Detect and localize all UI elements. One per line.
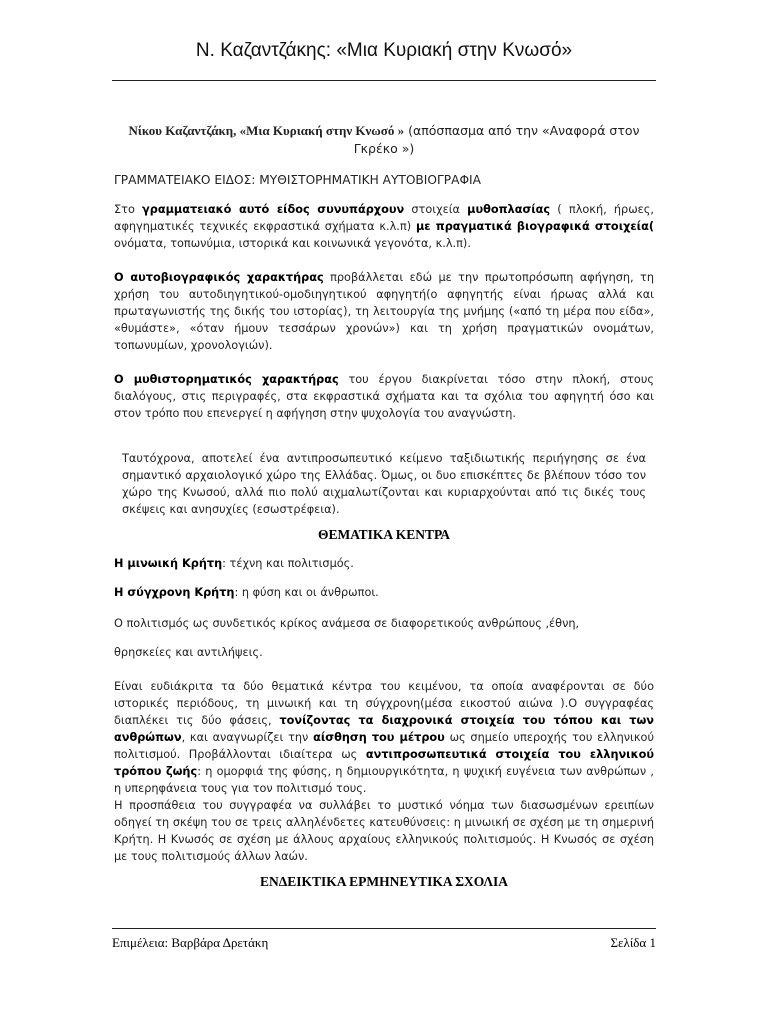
bold-span: με πραγματικά βιογραφικά στοιχεία( (415, 220, 654, 233)
intro-title (114, 122, 654, 158)
intro-title-bold: Νίκου Καζαντζάκη, «Μια Κυριακή στην Κνωσό » (128, 123, 405, 138)
bold-span: αντιπροσωπευτικά στοιχεία του ελληνικού τρόπου ζωής (114, 748, 654, 778)
paragraph-genre (114, 201, 654, 252)
paragraph-novelistic (114, 371, 654, 422)
theme-item-text: : τέχνη και πολιτισμός. (222, 557, 354, 570)
text-span: ως σημείο υπεροχής του ελληνικού πολιτισμού. Προβάλλονται ιδιαίτερα ως (114, 731, 654, 761)
bold-span: αίσθηση του μέτρου (313, 731, 445, 744)
text-span: ονόματα, τοπωνύμια, ιστορικά και κοινωνικά γεγονότα, κ.λ.π). (114, 237, 471, 250)
intro-title-rest: (απόσπασμα από την «Αναφορά στον Γκρέκο ») (353, 123, 640, 156)
section-heading-themes: ΘΕΜΑΤΙΚΑ ΚΕΝΤΡΑ (317, 527, 451, 542)
text-span: του έργου διακρίνεται τόσο στην πλοκή, στους διαλόγους, στις περιγραφές, στα εκφραστικά σχήματα και τα σχόλια του αφηγητή όσο και στον τρόπο που επενεργεί η αφήγηση στην ψυχολογία του αναγνώστη. (114, 373, 654, 420)
text-span: , και αναγνωρίζει την (181, 731, 314, 744)
text-span: Στο (114, 203, 143, 216)
bold-span: τονίζοντας τα διαχρονικά στοιχεία του τόπου και των ανθρώπων (114, 714, 654, 744)
bold-span: Ο αυτοβιογραφικός χαρακτήρας (114, 271, 324, 284)
paragraph-civilization-line1: Ο πολιτισμός ως συνδετικός κρίκος ανάμεσα σε διαφορετικούς ανθρώπους ,έθνη, (114, 617, 580, 630)
section-heading-comments: ΕΝΔΕΙΚΤΙΚΑ ΕΡΜΗΝΕΥΤΙΚΑ ΣΧΟΛΙΑ (259, 874, 509, 889)
text-span: ( πλοκή, ήρωες, αφηγηματικές τεχνικές εκφραστικά σχήματα κ.λ.π) (114, 203, 655, 233)
paragraph-travel: Ταυτόχρονα, αποτελεί ένα αντιπροσωπευτικό κείμενο ταξιδιωτικής περιήγησης σε ένα σημαντικό αρχαιολογικό χώρο της Ελλάδας. Όμως, οι δυο επισκέπτες δε βλέπουν τόσο τον χώρο της Κνωσού, αλλά πιο πολύ αιχμαλωτίζονται και κυριαρχούνται από τις δικές τους σκέψεις και ανησυχίες (εσωστρέφεια). (122, 452, 646, 516)
paragraph-civilization-line2: θρησκείες και αντιλήψεις. (114, 646, 263, 659)
theme-item-title: Η σύγχρονη Κρήτη (114, 586, 235, 599)
footer-divider (112, 928, 656, 929)
footer-editor: Επιμέλεια: Βαρβάρα Δρετάκη (112, 935, 269, 950)
bold-span: μυθοπλασίας (467, 203, 551, 216)
genre-heading: ΓΡΑΜΜΑΤΕΙΑΚΟ ΕΙΔΟΣ: ΜΥΘΙΣΤΟΡΗΜΑΤΙΚΗ ΑΥΤΟΒΙΟΓΡΑΦΙΑ (114, 173, 481, 187)
document-body (114, 122, 654, 890)
paragraph-autobiographical (114, 269, 654, 354)
theme-item (114, 555, 654, 572)
theme-item-title: Η μινωική Κρήτη (114, 557, 223, 570)
theme-item (114, 584, 654, 601)
text-span: στοιχεία (404, 203, 468, 216)
header-divider (112, 80, 656, 81)
paragraph-directions: Η προσπάθεια του συγγραφέα να συλλάβει το μυστικό νόημα των διασωσμένων ερειπίων οδηγεί τη σκέψη του σε τρεις αλληλένδετες κατευθύνσεις: η μινωική σε σχέση με τη σημερινή Κρήτη. Η Κνωσός σε σχέση με άλλους αρχαίους ελληνικούς πολιτισμούς. Η Κνωσός σε σχέση με τους πολιτισμούς άλλων λαών. (114, 799, 654, 863)
text-span: προβάλλεται εδώ με την πρωτοπρόσωπη αφήγηση, τη χρήση του αυτοδιηγητικού-ομοδιηγητικού αφηγητή(ο αφηγητής είναι ήρωας αλλά και πρωταγωνιστής της δικής του ιστορίας), τη λειτουργία της μνήμης («από τη μέρα που είδα», «θυμάστε», «όταν ήμουν τεσσάρων χρονών») και τη χρήση πραγματικών ονομάτων, τοπωνυμίων, χρονολογιών). (114, 271, 655, 352)
running-header: Ν. Καζαντζάκης: «Μια Κυριακή στην Κνωσό» (195, 40, 573, 61)
theme-item-text: : η φύση και οι άνθρωποι. (234, 586, 379, 599)
bold-span: Ο μυθιστορηματικός χαρακτήρας (114, 373, 339, 386)
bold-span: γραμματειακό αυτό είδος συνυπάρχουν (142, 203, 405, 216)
footer-page-number: Σελίδα 1 (610, 935, 656, 950)
paragraph-thematic-centers (114, 678, 654, 797)
text-span: Είναι ευδιάκριτα τα δύο θεματικά κέντρα του κειμένου, τα οποία αναφέρονται σε δύο ιστορικές περιόδους, τη μινωική και τη σύγχρονη(μέσα εικοστού αιώνα ).Ο συγγραφέας διαπλέκει τις δύο φάσεις, (114, 680, 654, 727)
text-span: : η ομορφιά της φύσης, η δημιουργικότητα, η ψυχική ευγένεια των ανθρώπων , η υπερηφάνεια τους για τον πολιτισμό τους. (114, 765, 654, 795)
